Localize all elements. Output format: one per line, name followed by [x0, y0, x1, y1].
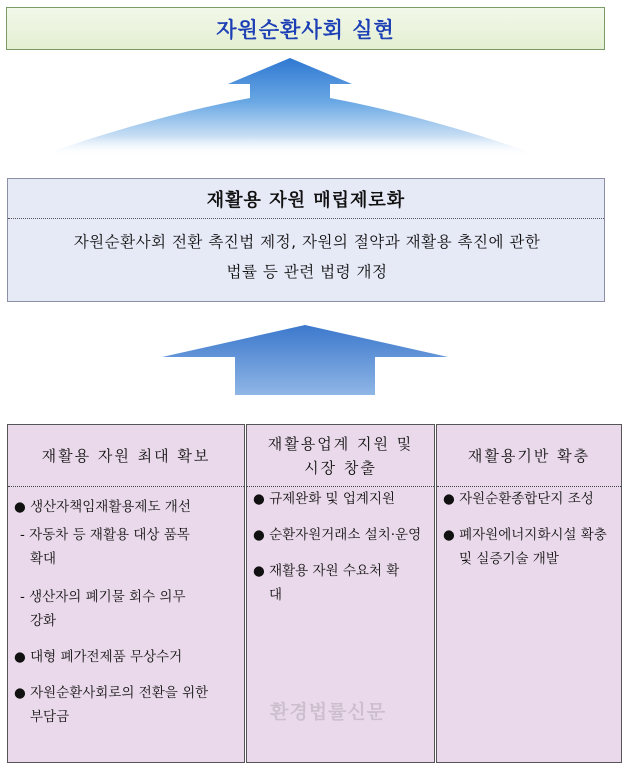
- list-item: - 자동차 등 재활용 대상 품목: [20, 527, 190, 543]
- up-arrow-medium-shape: [162, 325, 448, 395]
- column-infrastructure-expansion: [436, 424, 622, 763]
- list-item: ● 대형 폐가전제품 무상수거: [14, 649, 183, 665]
- goal-title: 자원순환사회 실현: [216, 17, 395, 42]
- column-header-line-2: 시장 창출: [304, 458, 377, 477]
- column-header-line-1: 재활용기반 확충: [467, 446, 591, 465]
- middle-box: [7, 178, 605, 302]
- list-item: 강화: [30, 613, 57, 629]
- column-resource-securing: [7, 424, 245, 763]
- up-arrow-medium: [160, 323, 450, 395]
- list-item: ● 순환자원거래소 설치·운영: [253, 527, 422, 543]
- list-item: 부담금: [30, 709, 70, 725]
- list-item: 및 실증기술 개발: [459, 551, 559, 567]
- column-header: [437, 425, 621, 487]
- column-header: [8, 425, 244, 487]
- goal-box: [6, 7, 605, 50]
- column-header-line-1: 재활용 자원 최대 확보: [41, 446, 211, 465]
- list-item: ● 규제완화 및 업계지원: [253, 491, 396, 507]
- up-arrow-large: [40, 56, 540, 160]
- list-item: ● 폐자원에너지화시설 확충: [443, 527, 607, 543]
- middle-description-line-2: 법률 등 관련 법령 개정: [226, 263, 388, 281]
- column-header: [247, 425, 434, 487]
- middle-title: 재활용 자원 매립제로화: [8, 179, 604, 219]
- list-item: ● 자원순환사회로의 전환을 위한: [14, 685, 209, 701]
- column-header-line-1: 재활용업계 지원 및: [267, 434, 414, 453]
- up-arrow-large-shape: [40, 58, 540, 156]
- middle-description: [20, 227, 594, 287]
- list-item: 확대: [30, 551, 57, 567]
- list-item: 대: [269, 587, 283, 603]
- list-item: - 생산자의 폐기물 회수 의무: [20, 589, 186, 605]
- watermark: 환경법률신문: [270, 701, 387, 723]
- middle-description-line-1: 자원순환사회 전환 촉진법 제정, 자원의 절약과 재활용 촉진에 관한: [73, 233, 541, 251]
- list-item: ● 재활용 자원 수요처 확: [253, 563, 400, 579]
- list-item: ● 자원순환종합단지 조성: [443, 491, 594, 507]
- list-item: ● 생산자책임재활용제도 개선: [14, 499, 191, 515]
